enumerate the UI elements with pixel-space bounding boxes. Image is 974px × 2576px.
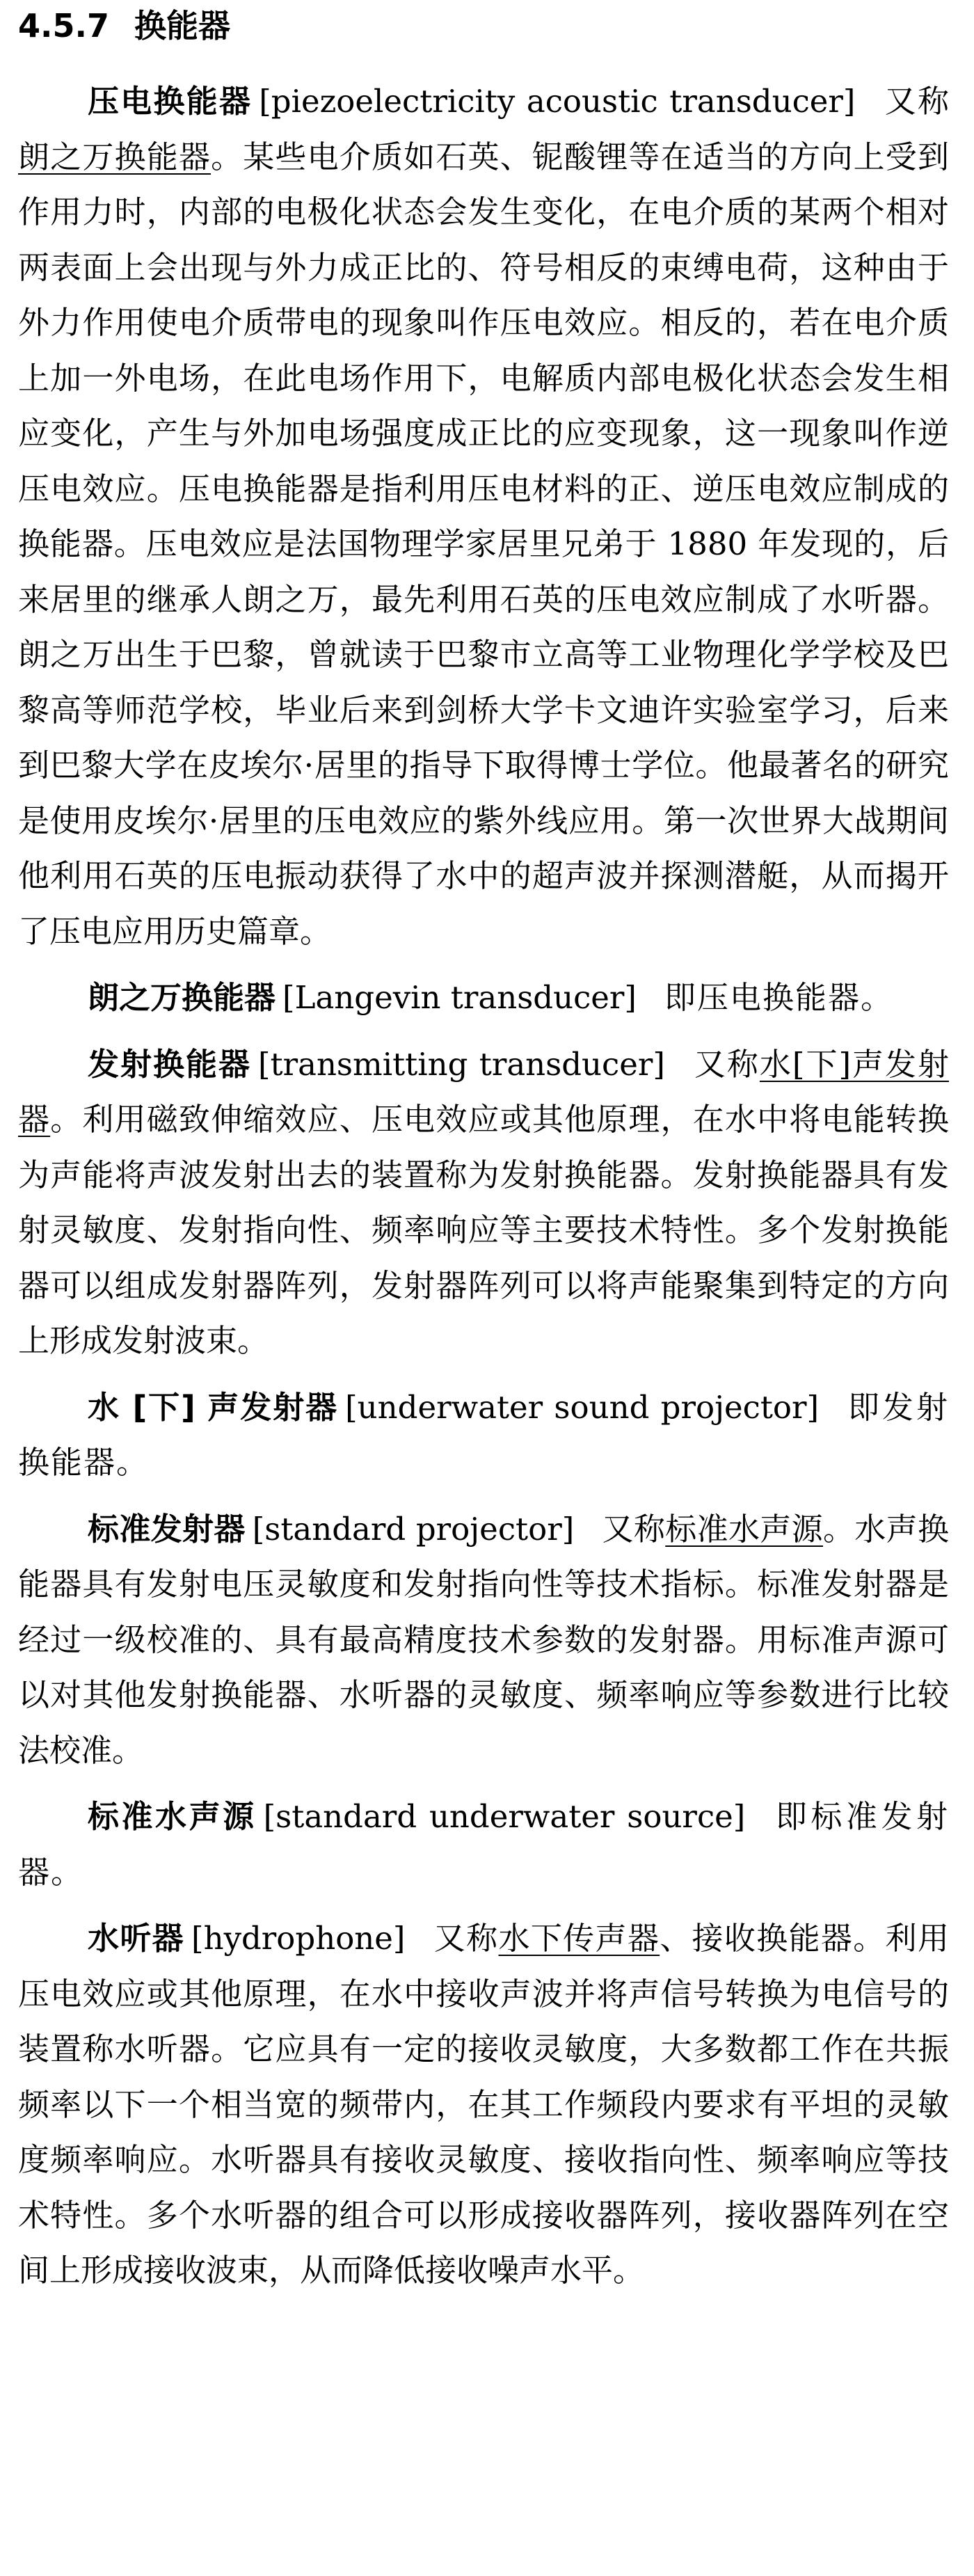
entry-english: [underwater sound projector] <box>345 1388 820 1426</box>
section-heading <box>18 6 949 46</box>
entry-reference: 即压电换能器。 <box>664 979 894 1016</box>
entry-piezoelectric-transducer <box>18 74 949 959</box>
entry-lead: 又称 <box>692 1045 760 1083</box>
entry-term: 朗之万换能器 <box>88 979 276 1016</box>
entry-standard-underwater-source <box>18 1789 949 1900</box>
section-title: 换能器 <box>134 7 230 45</box>
entry-term: 发射换能器 <box>88 1045 251 1083</box>
entry-term: 标准水声源 <box>88 1798 257 1835</box>
entry-transmitting-transducer <box>18 1037 949 1369</box>
entry-reference: 即发射换能器。 <box>18 1388 949 1481</box>
entry-reference: 即标准发射器。 <box>18 1798 949 1891</box>
section-number: 4.5.7 <box>18 7 109 45</box>
entry-english: [transmitting transducer] <box>257 1045 665 1083</box>
entry-text: 。某些电介质如石英、铌酸锂等在适当的方向上受到作用力时，内部的电极化状态会发生变化，在电介质的某两个相对两表面上会出现与外力成正比的、符号相反的束缚电荷，这种由于外力作用使电介质带电的现象叫作压电效应。相反的，若在电介质上加一外电场，在此电场作用下，电解质内部电极化状态会发生相应变化，产生与外加电场强度成正比的应变现象，这一现象叫作逆压电效应。压电换能器是指利用压电材料的正、逆压电效应制成的换能器。压电效应是法国物理学家居里兄弟于 1880 年发现的，后来居里的继承人朗之万，最先利用石英的压电效应制成了水听器。朗之万出生于巴黎，曾就读于巴黎市立高等工业物理化学学校及巴黎高等师范学校，毕业后来到剑桥大学卡文迪许实验室学习，后来到巴黎大学在皮埃尔·居里的指导下取得博士学位。他最著名的研究是使用皮埃尔·居里的压电效应的紫外线应用。第一次世界大战期间他利用石英的压电振动获得了水中的超声波并探测潜艇，从而揭开了压电应用历史篇章。 <box>18 138 949 950</box>
entry-text: 。水声换能器具有发射电压灵敏度和发射指向性等技术指标。标准发射器是经过一级校准的、具有最高精度技术参数的发射器。用标准声源可以对其他发射换能器、水听器的灵敏度、频率响应等参数进行比较法校准。 <box>18 1510 949 1769</box>
entry-text: 、接收换能器。利用压电效应或其他原理，在水中接收声波并将声信号转换为电信号的装置称水听器。它应具有一定的接收灵敏度，大多数都工作在共振频率以下一个相当宽的频带内，在其工作频段内要求有平坦的灵敏度频率响应。水听器具有接收灵敏度、接收指向性、频率响应等技术特性。多个水听器的组合可以形成接收器阵列，接收器阵列在空间上形成接收波束，从而降低接收噪声水平。 <box>18 1920 949 2289</box>
entry-lead: 又称 <box>883 83 949 120</box>
entry-synonym: 标准水声源 <box>665 1510 823 1548</box>
entry-term: 水 [下] 声发射器 <box>88 1388 339 1426</box>
entry-term: 标准发射器 <box>88 1510 246 1548</box>
entry-term: 压电换能器 <box>88 83 253 120</box>
entry-english: [standard projector] <box>252 1510 575 1548</box>
entry-langevin-transducer <box>18 970 949 1026</box>
entry-underwater-sound-projector <box>18 1380 949 1490</box>
entry-term: 水听器 <box>88 1920 185 1957</box>
entry-english: [hydrophone] <box>191 1920 406 1957</box>
entry-text: 。利用磁致伸缩效应、压电效应或其他原理，在水中将电能转换为声能将声波发射出去的装置称为发射换能器。发射换能器具有发射灵敏度、发射指向性、频率响应等主要技术特性。多个发射换能器可以组成发射器阵列，发射器阵列可以将声能聚集到特定的方向上形成发射波束。 <box>18 1101 949 1359</box>
entry-synonym: 朗之万换能器 <box>18 138 211 175</box>
entry-english: [piezoelectricity acoustic transducer] <box>259 83 856 120</box>
entry-lead: 又称 <box>602 1510 666 1548</box>
entry-english: [standard underwater source] <box>263 1798 746 1835</box>
entry-standard-projector <box>18 1502 949 1779</box>
entry-synonym: 水下传声器 <box>498 1920 660 1957</box>
entry-lead: 又称 <box>433 1920 499 1957</box>
entry-english: [Langevin transducer] <box>282 979 637 1016</box>
entry-hydrophone <box>18 1911 949 2298</box>
entry-synonym: 水[下]声发射器 <box>18 1045 949 1138</box>
